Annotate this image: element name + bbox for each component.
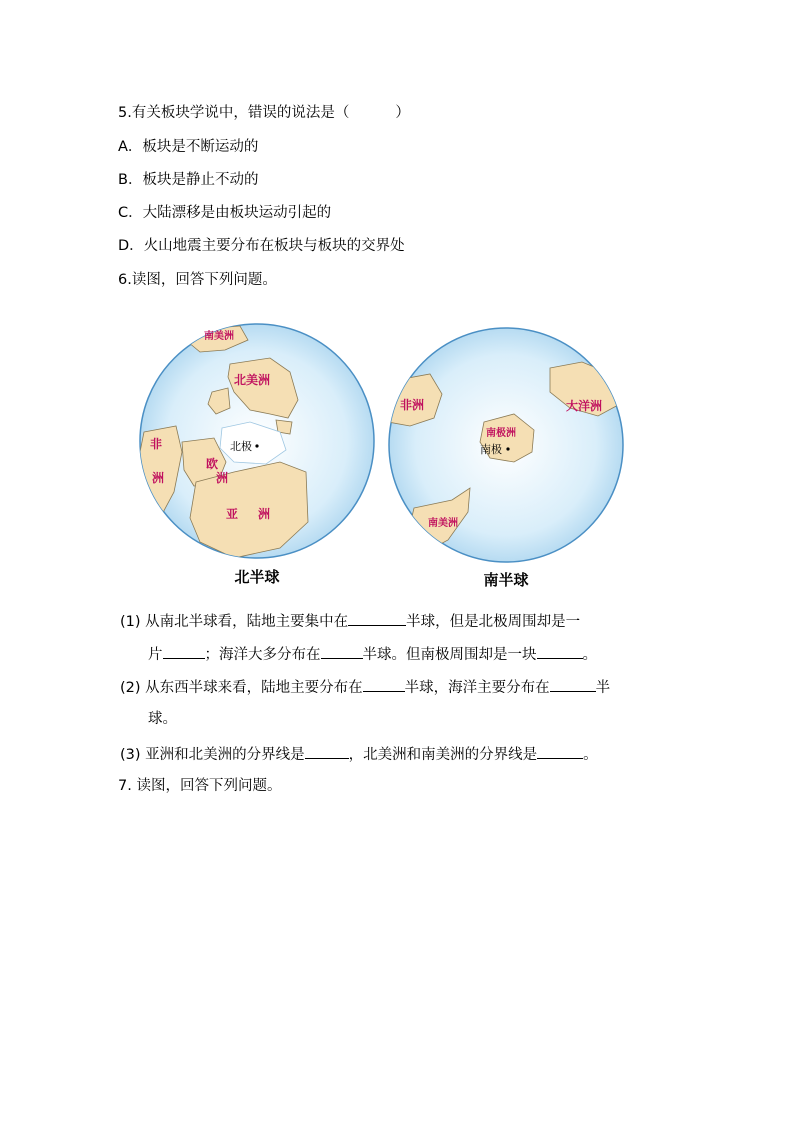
southern-hemisphere-caption: 南半球 xyxy=(483,571,529,589)
question-5-stem: 5.有关板块学说中，错误的说法是（ ） xyxy=(118,105,410,121)
blank-1-2[interactable] xyxy=(163,643,205,659)
label-europe-part2: 洲 xyxy=(216,471,229,485)
subquestion-1-line1: (1) 从南北半球看，陆地主要集中在 半球，但是北极周围却是一 xyxy=(120,610,580,632)
northern-hemisphere-caption: 北半球 xyxy=(234,568,280,586)
blank-1-3[interactable] xyxy=(321,643,363,659)
label-africa-part2: 洲 xyxy=(152,471,165,485)
label-europe-part1: 欧 xyxy=(206,457,219,471)
label-antarctica: 南极洲 xyxy=(486,428,516,439)
question-5-option-b[interactable]: B．板块是静止不动的 xyxy=(118,172,259,188)
blank-2-1[interactable] xyxy=(363,676,405,692)
label-africa-part1: 非 xyxy=(150,437,163,451)
south-pole-dot xyxy=(506,447,509,450)
question-7-stem: 7. 读图，回答下列问题。 xyxy=(118,778,282,794)
blank-1-1[interactable] xyxy=(348,610,406,626)
subquestion-2-line1: (2) 从东西半球来看，陆地主要分布在 半球，海洋主要分布在 半 xyxy=(120,676,610,698)
label-asia-part2: 洲 xyxy=(258,507,271,521)
subquestion-2-line2: 球。 xyxy=(148,711,177,727)
label-south-america-south: 南美洲 xyxy=(428,518,458,529)
label-africa-south: 非洲 xyxy=(400,398,425,412)
question-5-option-d[interactable]: D．火山地震主要分布在板块与板块的交界处 xyxy=(118,238,405,254)
blank-1-4[interactable] xyxy=(537,643,583,659)
label-south-america-north: 南美洲 xyxy=(204,331,234,342)
label-north-america: 北美洲 xyxy=(234,373,271,387)
question-5-option-c[interactable]: C．大陆漂移是由板块运动引起的 xyxy=(118,205,332,221)
label-asia-part1: 亚 xyxy=(226,507,239,521)
southern-hemisphere-map xyxy=(386,328,623,589)
subquestion-1-line2: 片 ；海洋大多分布在 半球。但南极周围却是一块 。 xyxy=(148,643,597,665)
subquestion-3-line: (3) 亚洲和北美洲的分界线是 ，北美洲和南美洲的分界线是 。 xyxy=(120,743,598,765)
blank-3-1[interactable] xyxy=(305,743,349,759)
question-6-stem: 6.读图，回答下列问题。 xyxy=(118,272,277,288)
south-pole-label: 南极 xyxy=(480,443,502,456)
label-oceania: 大洋洲 xyxy=(566,399,603,413)
question-5-option-a[interactable]: A．板块是不断运动的 xyxy=(118,139,259,155)
blank-2-2[interactable] xyxy=(550,676,596,692)
hemisphere-maps-figure xyxy=(130,322,640,597)
northern-hemisphere-map xyxy=(136,324,374,586)
north-pole-label: 北极 xyxy=(230,440,252,453)
north-pole-dot xyxy=(255,444,258,447)
blank-3-2[interactable] xyxy=(537,743,583,759)
